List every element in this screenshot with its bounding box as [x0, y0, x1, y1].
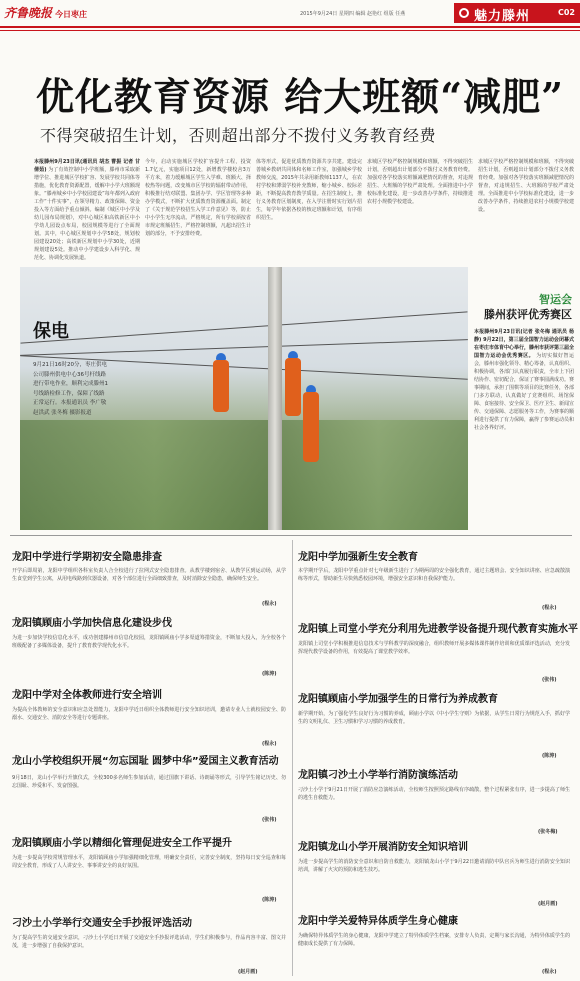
- article-body: 为进一步提高学校常规管理水平，龙阳镇顾庙小学加强精细化管理，明确安全责任，完善安全制度，坚持每日安全巡查和每周安全教育，形成了人人讲安全、事事讲安全的良好氛围。: [12, 855, 286, 869]
- masthead: [0, 0, 580, 26]
- article-author: (张冬梅): [538, 829, 558, 835]
- article-title: 龙阳中学进行学期初安全隐患排查: [12, 552, 162, 563]
- header-rule-thin: [0, 30, 580, 31]
- article-body: 龙阳镇上司堂小学积极推进信息技术与学科教学的深度融合，组织教师开展多媒体课件制作培训和优质课评选活动，充分发挥现代教学设备的作用，有效提高了课堂教学效率。: [298, 641, 570, 655]
- newspaper-logo: 齐鲁晚报 今日枣庄: [4, 6, 88, 20]
- section-divider: [10, 535, 572, 536]
- article-title: 刁沙土小学举行交通安全手抄报评选活动: [12, 918, 192, 929]
- article-body: 为提高全体教师的安全意识和应急处置能力，龙阳中学近日组织全体教师进行安全知识培训，邀请专业人士就校园安全、防溺水、交通安全、消防安全等进行专题讲座。: [12, 707, 286, 721]
- article-title: 龙阳中学关爱特异体质学生身心健康: [298, 916, 458, 927]
- article-author: (程永): [542, 969, 557, 975]
- article-body: 为进一步加快学校信息化水平，成功创建滕州市信息化校园，龙阳镇顾庙小学多渠道筹措资金，不断加大投入，为全校各个班级配备了多媒体设备，提升了教育教学现代化水平。: [12, 635, 286, 649]
- lead-column-4: 求城区学校严格控制规模和班额，不得突破招生计划，否则超出计划部分不拨付义务教育经费。加强对各学校落实班额减肥情况的督查，对违规招生、大班额的学校严肃处理。全面推进中小学校标准化建设，进一步改善办学条件，持续推进农村小规模学校建设。: [367, 159, 473, 205]
- article-title: 龙山小学校组织开展“勿忘国耻 圆梦中华”爱国主义教育活动: [12, 756, 279, 767]
- article-title: 龙阳镇龙山小学开展消防安全知识培训: [298, 842, 468, 853]
- worker-figure: [285, 358, 301, 416]
- article-author: (张伟): [542, 677, 557, 683]
- article-title: 龙阳中学对全体教师进行安全培训: [12, 690, 162, 701]
- photo-caption: 9月21日16时20分，枣庄供电公司滕州供电中心36号杆线路进行带电作业，顺利完成滕州1号线路检修工作，保障了线路正常运行。本报通讯员 李广敬 赵洪武 张冬梅 摄影报道: [33, 362, 109, 416]
- lead-text-1: 为了有效控制中小学班额，滕州市采取新增学位、推进城区学校扩容、发展学校共同体等措施，优化教育资源配置，缓解中小学大班额现象。“滕州城乡中小学校园建设”每年都列入政府工作“十件实事”，在领导精力、政策保障、资金投入等方面给予重点倾斜。编制《城区中小学及幼儿园布局规划》，对中心城区和高铁新区中小学幼儿园设点布局，校园规模等进行了全面规划。其中，中心城区规划中小学58处，规划校园建设20处；高铁新区规划中小学30处，近期规划建设5处。推动中小学建设步入科学化、规范化、协调化发展轨道。: [34, 167, 140, 261]
- article-author: (张伟): [262, 817, 277, 823]
- article-author: (程永): [262, 741, 277, 747]
- article-author: (程永): [542, 605, 557, 611]
- lead-column-2: 今年，启动实施城区学校扩容提升工程，投资1.7亿元，实施项目12处，新增教学楼校舍3万平方米，着力缓解城区学生入学难、班额大、择校热等问题，改变城市区学校的辐射带动作用，积极推行结对联盟、集团办学、学区管理等多种办学模式，不断扩大优质教育资源覆盖面。制定了《关于规范学校招生入学工作意见》等，防止中小学生无序流动。严格规定，所有学校须按省市规定班额招生，严格控制班额，凡超出招生计划的部分，不予安排经费。: [145, 159, 251, 237]
- lead-column-5: 求城区学校严格控制规模和班额，不得突破招生计划，否则超出计划部分不拨付义务教育经费。加强对各学校落实班额减肥情况的督查，对违规招生、大班额的学校严肃处理。全面推进中小学校标准化建设，进一步改善办学条件，持续推进农村小规模学校建设。: [478, 159, 574, 213]
- lead-subhead: 不得突破招生计划，否则超出部分不拨付义务教育经费: [40, 126, 437, 145]
- worker-figure: [303, 392, 319, 462]
- article-author: (陈涛): [262, 897, 277, 903]
- article-body: 新学期开始，为了强化学生良好行为习惯的养成，顾庙小学以《中小学生守则》为依据，从学生日常行为规范入手，抓好学生的文明礼仪、卫生习惯和学习习惯的养成教育。: [298, 711, 570, 725]
- article-author: (陈涛): [262, 671, 277, 677]
- article-body: 开学后即周第，龙阳中学组织各科室负责人合全校进行了拉网式安全隐患排查。从教学楼到宿舍、从教学区到运动场，从学生食堂到学生公寓，从用电线路到仪器设备，对各个部位进行全面细致排查，及时消除安全隐患，确保师生安全。: [12, 568, 286, 582]
- column-divider: [292, 540, 293, 976]
- sidebar-headline: 智运会 滕州获评优秀赛区: [484, 293, 572, 321]
- article-title: 龙阳镇顾庙小学加强学生的日常行为养成教育: [298, 694, 498, 705]
- article-body: 刁沙土小学于9月21日开展了消防应急演练活动，全校师生按照预定路线有序疏散，整个过程紧张有序，进一步提高了师生的逃生自救能力。: [298, 787, 570, 801]
- article-body: 本学期开学后，龙阳中学重点针对七年级新生进行了为期两周的安全强化教育，通过主题班会、安全知识讲座、应急疏散演练等形式，帮助新生尽快熟悉校园环境，增强安全意识和自我保护能力。: [298, 568, 570, 582]
- issue-meta: 2015年9月24日 星期四 编辑 赵艳红 组版 任燕: [300, 11, 406, 17]
- article-title: 龙阳镇顾庙小学以精细化管理促进安全工作平提升: [12, 838, 232, 849]
- article-title: 龙阳镇刁沙土小学举行消防演练活动: [298, 770, 458, 781]
- page-number: C02: [557, 8, 575, 17]
- photo-title: 保电: [33, 321, 69, 342]
- article-author: (赵月画): [238, 969, 258, 975]
- lead-column-3: 体等形式，促进优质教育资源共享共建。建设完善城乡教研共同体和名师工作室，加强城乡学校教师交流，2015年共录用新教师1137人，在农村学校和薄弱学校补充教师，缩小城乡、校际差距，不断提高教育教学质量。在招生制度上，推行义务教育区划制度，在入学注册时实行划片招生，每学年依据各校的核定班额和计划，有序组织招生。: [256, 159, 362, 221]
- section-title: 魅力滕州: [474, 9, 531, 24]
- article-author: (陈涛): [542, 753, 557, 759]
- worker-figure: [213, 360, 229, 412]
- article-title: 龙阳镇上司堂小学充分利用先进教学设备提升现代教育实施水平: [298, 624, 578, 635]
- article-body: 为了提高学生的交通安全意识，刁沙土小学近日开展了交通安全手抄报评选活动，学生们积极参与，作品内容丰富、图文并茂，进一步增强了自我保护意识。: [12, 935, 286, 949]
- article-body: 为确保特异体质学生的身心健康，龙阳中学建立了特异体质学生档案，安排专人负责，定期与家长沟通，为特异体质学生的健康成长提供了有力保障。: [298, 933, 570, 947]
- section-mark-icon: [459, 8, 469, 18]
- article-author: (赵月画): [538, 901, 558, 907]
- lead-headline: 优化教育资源 给大班额“减肥”: [36, 74, 564, 119]
- article-title: 龙阳镇顾庙小学加快信息化建设步伐: [12, 618, 172, 629]
- lead-byline: 本报滕州9月23日讯(通讯员 胡杰 曹振 记者 甘倩茹): [34, 159, 140, 173]
- header-rule: [0, 26, 580, 28]
- sidebar-body: 本报滕州9月23日讯(记者 张冬梅 通讯员 杨静) 9月22日，第三届全国智力运动会闭幕式在枣庄市体育中心举行，滕州市获评第三届全国智力运动会优秀赛区。 为切实做好智运会，滕州市强化领导、精心筹备，认真组织、积极协调，各部门认真履行职责，全市上下团结协作、密切配合，保证了赛事圆满成功。赛事期间，承担了围棋等项目的比赛任务，各部门多方联动，认真做好了竞赛组织、场馆保障、食宿接待、安全保卫、医疗卫生、新闻宣传、交通保障、志愿服务等工作，为赛事的顺利进行提供了有力保障，赢得了参赛运动员和社会各界好评。: [474, 329, 574, 431]
- article-author: (程永): [262, 601, 277, 607]
- lead-column-1: [34, 158, 140, 262]
- article-title: 龙阳中学加强新生安全教育: [298, 552, 418, 563]
- article-body: 为进一步提高学生的消防安全意识和自防自救能力，龙阳镇龙山小学于9月22日邀请消防中队官兵为师生进行消防安全知识培训，讲解了火灾的预防和逃生技巧。: [298, 859, 570, 873]
- section-banner: [454, 3, 580, 23]
- utility-pole: [268, 267, 282, 530]
- article-body: 9月18日，龙山小学举行升旗仪式，全校300多名师生参加活动，通过国旗下讲话、诗朗诵等形式，引导学生铭记历史、勿忘国耻、珍爱和平、发奋图强。: [12, 775, 286, 789]
